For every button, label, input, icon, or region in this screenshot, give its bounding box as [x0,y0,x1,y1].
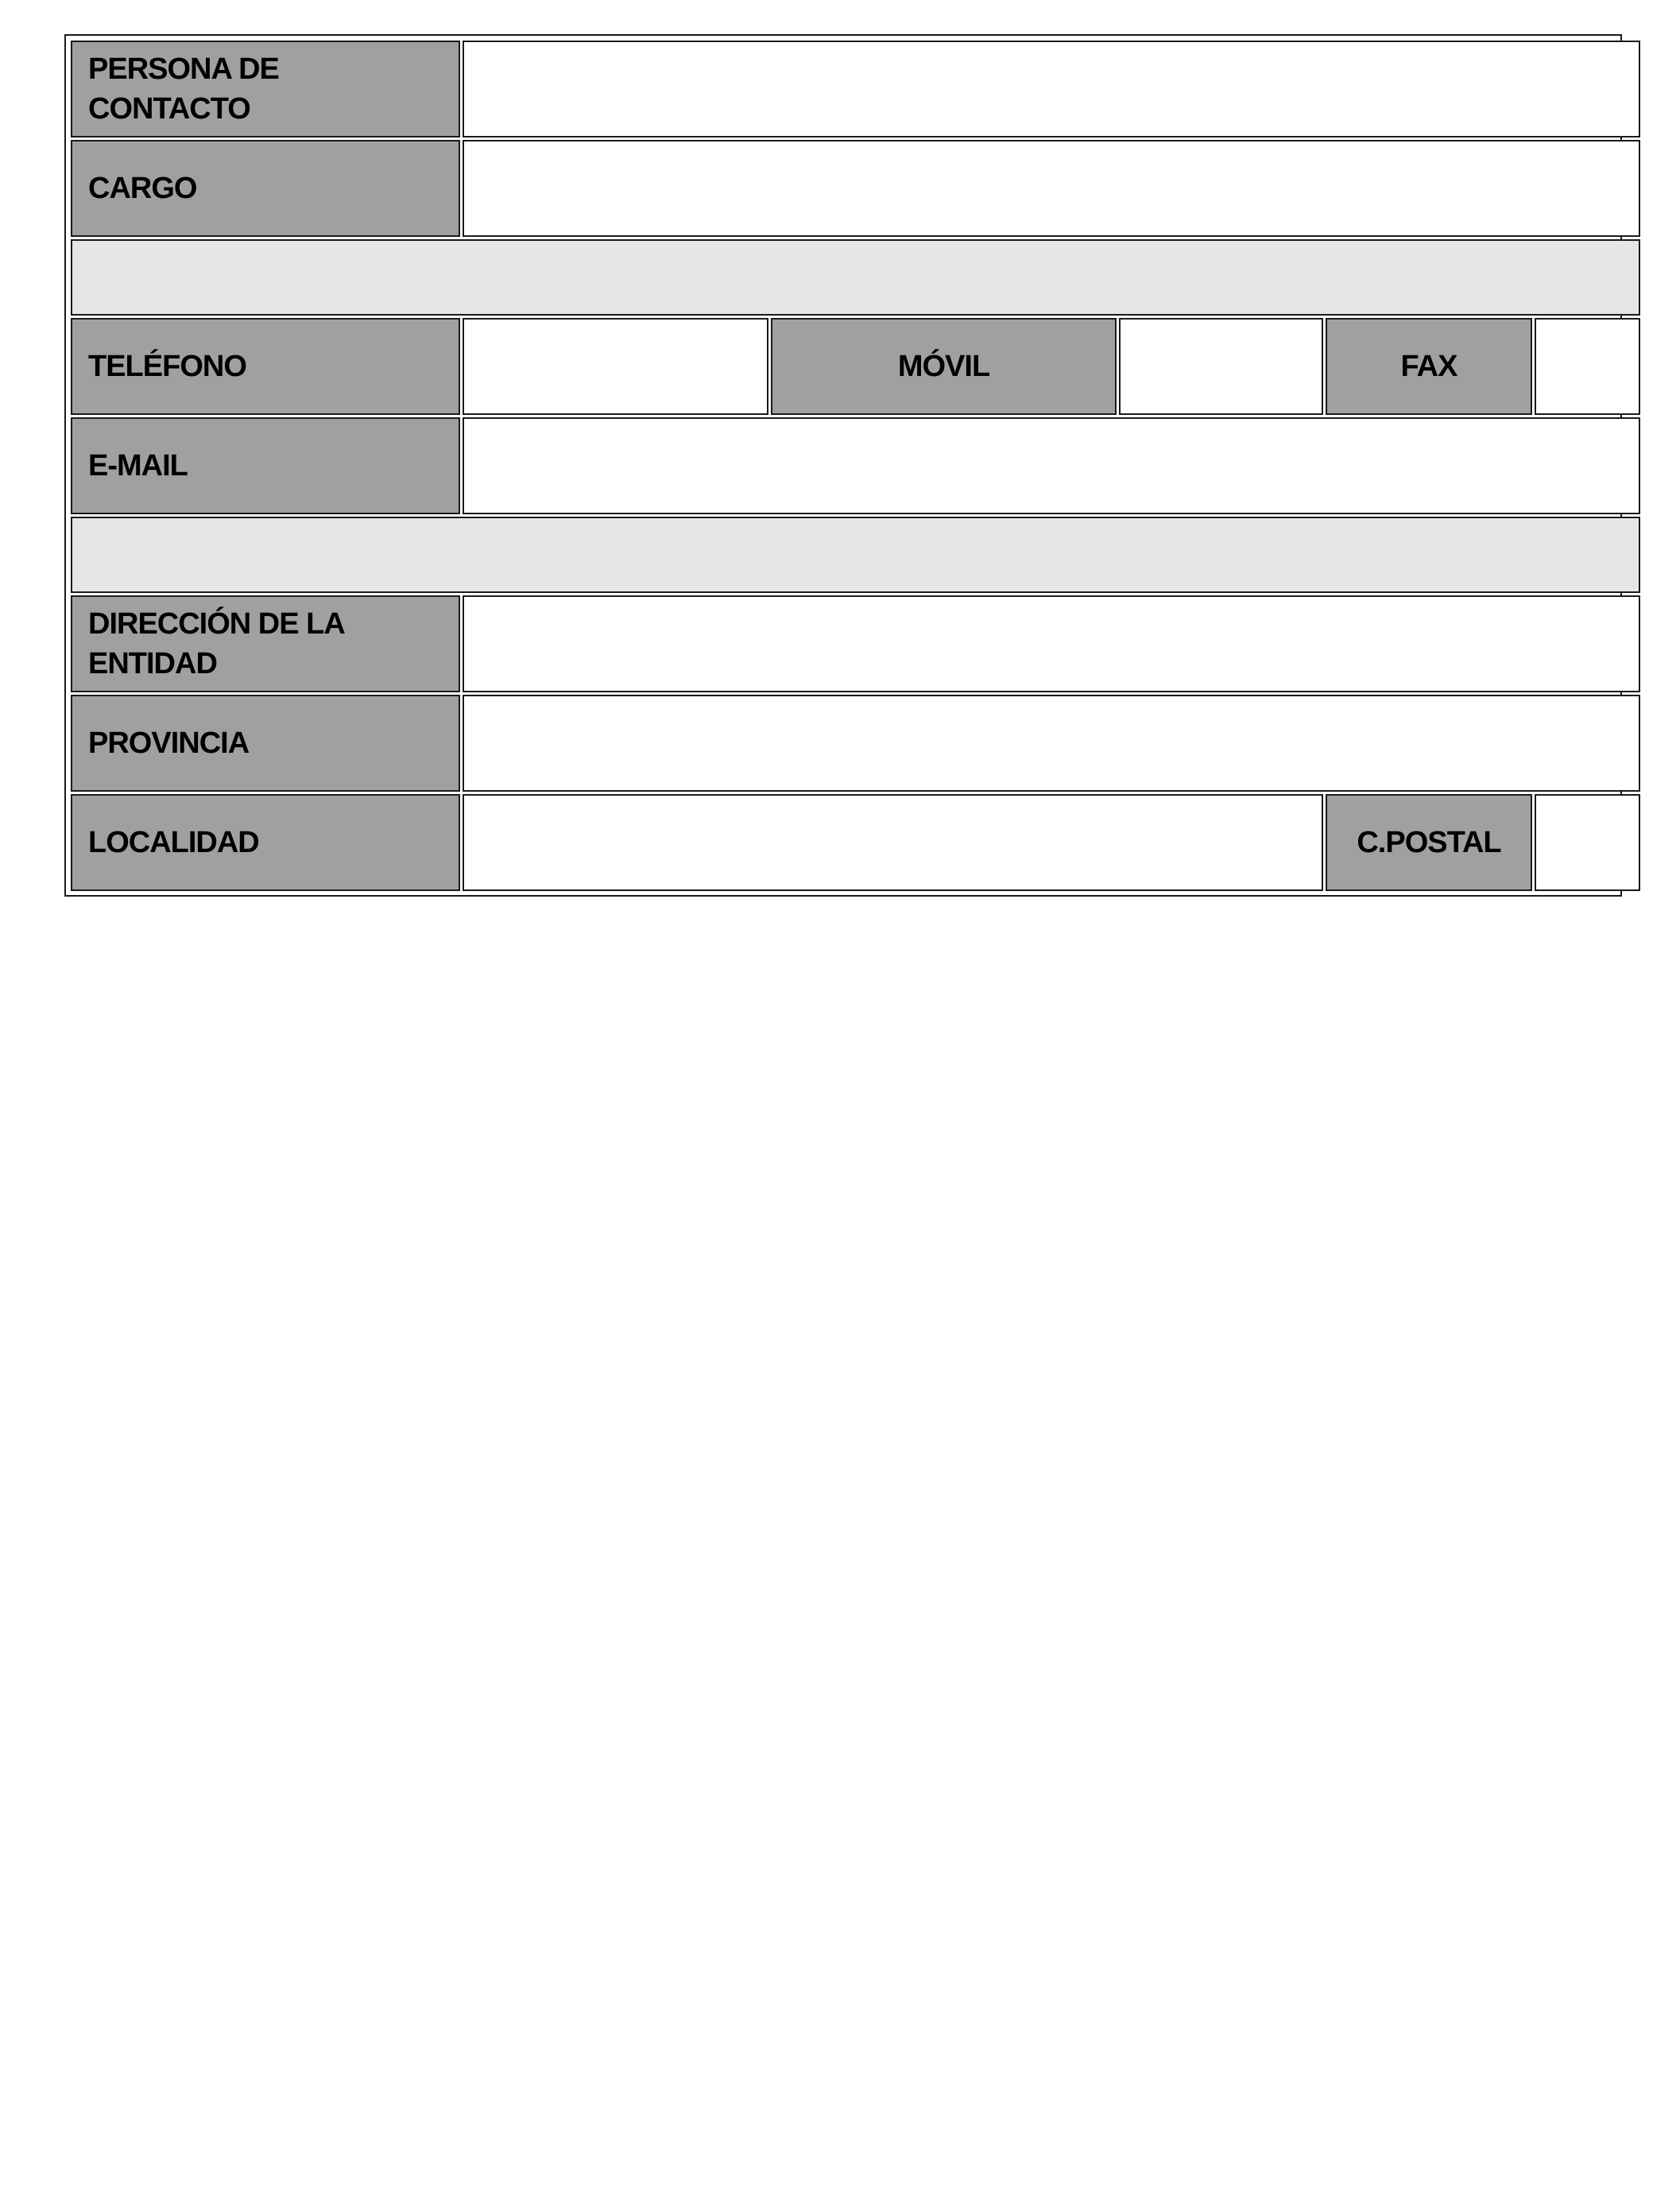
phone-row [71,318,1640,415]
phone-field[interactable] [463,318,768,415]
contact-form-table [68,38,1643,893]
fax-field[interactable] [1535,318,1640,415]
contact-form [64,34,1622,897]
position-field[interactable] [463,140,1640,237]
email-label: E-MAIL [71,417,460,514]
locality-row [71,794,1640,891]
separator-row-2 [71,517,1640,593]
postal-code-label: C.POSTAL [1326,794,1532,891]
province-field[interactable] [463,695,1640,792]
contact-person-row [71,41,1640,138]
contact-person-field[interactable] [463,41,1640,138]
mobile-label: MÓVIL [771,318,1117,415]
locality-field[interactable] [463,794,1323,891]
postal-code-field[interactable] [1535,794,1640,891]
email-row [71,417,1640,514]
section-separator [71,517,1640,593]
province-label: PROVINCIA [71,695,460,792]
locality-label: LOCALIDAD [71,794,460,891]
email-field[interactable] [463,417,1640,514]
fax-label: FAX [1326,318,1532,415]
mobile-field[interactable] [1119,318,1323,415]
address-row [71,595,1640,692]
position-label: CARGO [71,140,460,237]
separator-row-1 [71,239,1640,316]
phone-label: TELÉFONO [71,318,460,415]
position-row [71,140,1640,237]
section-separator [71,239,1640,316]
address-label: DIRECCIÓN DE LA ENTIDAD [71,595,460,692]
contact-person-label: PERSONA DE CONTACTO [71,41,460,138]
address-field[interactable] [463,595,1640,692]
province-row [71,695,1640,792]
